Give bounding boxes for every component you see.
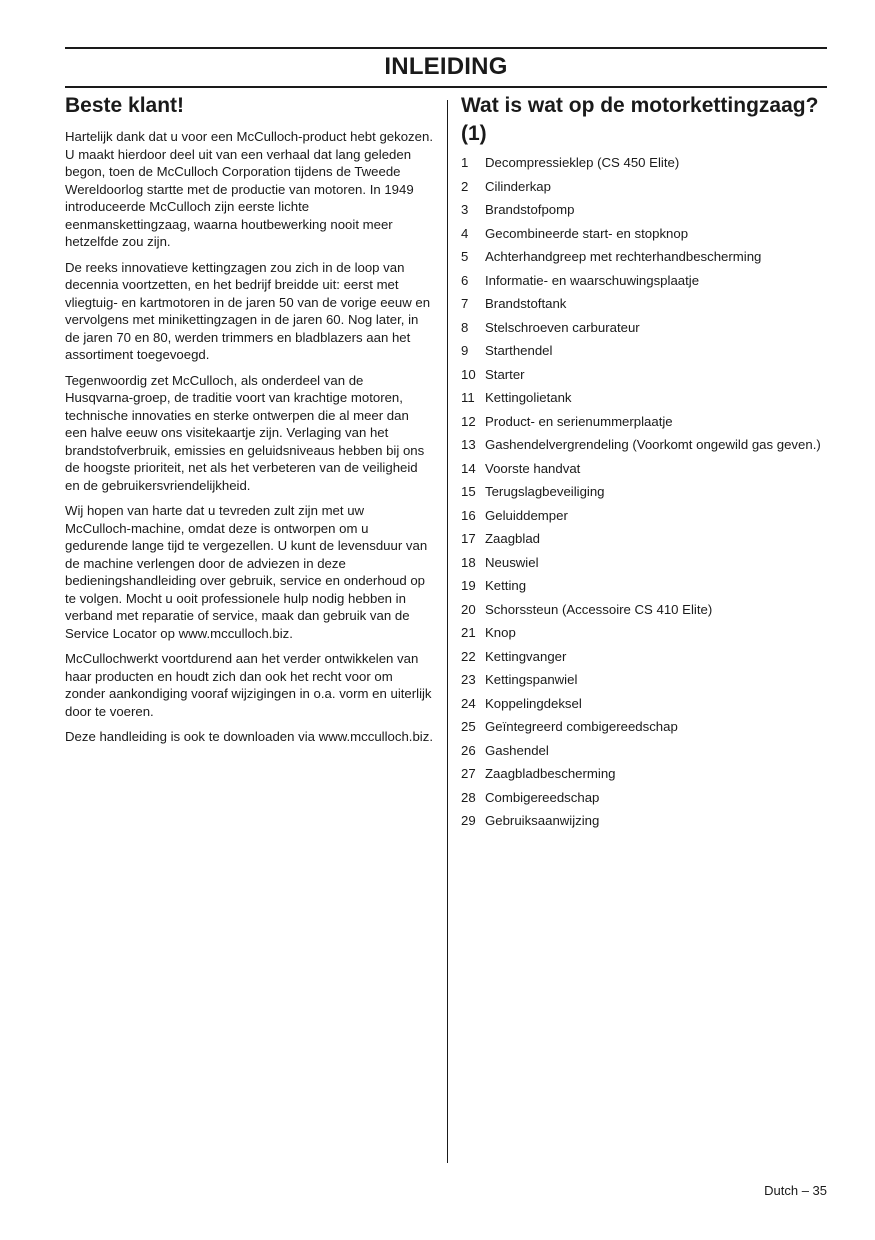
item-text: Brandstofpomp — [485, 202, 575, 217]
item-number: 2 — [461, 178, 469, 194]
item-text: Neuswiel — [485, 554, 539, 570]
item-number: 10 — [461, 366, 476, 382]
item-text: Kettingolietank — [485, 390, 572, 405]
item-text: Ketting — [485, 578, 527, 593]
item-text: Gashendel — [485, 742, 549, 758]
right-column — [461, 92, 827, 836]
item-text: Koppelingdeksel — [485, 695, 582, 711]
list-item — [461, 248, 827, 266]
item-text: Geïntegreerd combigereedschap — [485, 719, 678, 734]
page-number: Dutch – 35 — [764, 1183, 827, 1198]
list-item — [461, 225, 827, 243]
list-item — [461, 413, 827, 431]
paragraph: Hartelijk dank dat u voor een McCulloch-product hebt gekozen. U maakt hierdoor deel uit van een verhaal dat lang geleden begon, toen de McCulloch Corporation tijdens de Tweede Wereldoorlog startte met de productie van motoren. In 1949 introduceerde McCulloch zijn eerste lichte eenmanskettingzaag, waarna houtbewerking nooit meer hetzelfde zou zijn. — [65, 129, 433, 249]
list-item — [461, 154, 827, 172]
item-text: Voorste handvat — [485, 460, 581, 476]
item-text: Cilinderkap — [485, 178, 551, 194]
item-number: 7 — [461, 296, 469, 311]
item-number: 23 — [461, 672, 476, 687]
list-item — [461, 201, 827, 219]
item-text: Decompressieklep (CS 450 Elite) — [485, 155, 680, 170]
item-number: 15 — [461, 484, 476, 499]
item-text: Starthendel — [485, 343, 553, 358]
item-number: 14 — [461, 460, 476, 476]
item-number: 17 — [461, 531, 476, 546]
list-item — [461, 601, 827, 619]
section-title-wat-is-wat: Wat is wat op de motorkettingzaag? (1) — [461, 94, 819, 145]
page-title: INLEIDING — [384, 53, 508, 80]
item-number: 13 — [461, 437, 476, 452]
item-number: 29 — [461, 813, 476, 828]
item-text: Product- en serienummerplaatje — [485, 413, 673, 429]
column-divider — [447, 100, 448, 1163]
header-rule-top — [65, 47, 827, 49]
list-item — [461, 765, 827, 783]
item-text: Informatie- en waarschuwingsplaatje — [485, 272, 700, 288]
list-item — [461, 178, 827, 196]
item-text: Terugslagbeveiliging — [485, 484, 605, 499]
paragraph: Tegenwoordig zet McCulloch, als onderdeel van de Husqvarna-groep, de traditie voort van krachtige motoren, technische innovaties en sterke ontwerpen die al meer dan een halve eeuw ons visitekaartje zijn. Verlaging van het brandstofverbruik, emissies en geluidsniveaus hebben bij ons de hoogste prioriteit, net als het verbeteren van de veiligheid en de gebruikersvriendelijkheid. — [65, 372, 425, 493]
list-item — [461, 389, 827, 407]
left-column — [65, 92, 433, 754]
item-text: Stelschroeven carburateur — [485, 319, 640, 335]
item-number: 6 — [461, 272, 469, 288]
item-number: 21 — [461, 625, 476, 640]
list-item — [461, 742, 827, 760]
item-number: 19 — [461, 578, 476, 593]
item-number: 24 — [461, 695, 476, 711]
item-number: 27 — [461, 766, 476, 781]
item-text: Schorssteun (Accessoire CS 410 Elite) — [485, 601, 713, 617]
list-item — [461, 718, 827, 736]
item-number: 28 — [461, 789, 476, 805]
item-number: 12 — [461, 413, 476, 429]
list-item — [461, 342, 827, 360]
item-text: Zaagblad — [485, 531, 540, 546]
item-text: Zaagbladbescherming — [485, 766, 616, 781]
item-number: 18 — [461, 554, 476, 570]
item-text: Gashendelvergrendeling (Voorkomt ongewild gas geven.) — [485, 437, 821, 452]
parts-list — [461, 154, 827, 830]
section-title-beste-klant: Beste klant! — [65, 94, 185, 117]
paragraph: Wij hopen van harte dat u tevreden zult zijn met uw McCulloch-machine, omdat deze is ontworpen om u gedurende lange tijd te vergezellen. U kunt de levensduur van de machine verlengen door de adviezen in deze bedieningshandleiding over gebruik, service en onderhoud op te volgen. Mocht u ooit professionele hulp nodig hebben in verband met reparatie of service, maak dan gebruik van de Service Locator op www.mcculloch.biz. — [65, 503, 428, 641]
item-number: 20 — [461, 601, 476, 617]
item-number: 22 — [461, 648, 476, 664]
item-text: Combigereedschap — [485, 789, 600, 805]
item-number: 5 — [461, 249, 469, 264]
list-item — [461, 789, 827, 807]
item-text: Geluiddemper — [485, 507, 568, 523]
list-item — [461, 812, 827, 830]
item-text: Knop — [485, 625, 516, 640]
item-number: 3 — [461, 202, 469, 217]
item-number: 16 — [461, 507, 476, 523]
item-number: 4 — [461, 225, 469, 241]
item-text: Gecombineerde start- en stopknop — [485, 225, 689, 241]
item-text: Achterhandgreep met rechterhandbescherming — [485, 249, 762, 264]
paragraph: Deze handleiding is ook te downloaden via www.mcculloch.biz. — [65, 729, 433, 744]
list-item — [461, 483, 827, 501]
item-number: 25 — [461, 719, 476, 734]
item-text: Brandstoftank — [485, 296, 567, 311]
list-item — [461, 624, 827, 642]
list-item — [461, 671, 827, 689]
list-item — [461, 695, 827, 713]
item-number: 26 — [461, 742, 476, 758]
list-item — [461, 366, 827, 384]
list-item — [461, 319, 827, 337]
list-item — [461, 460, 827, 478]
item-number: 1 — [461, 155, 469, 170]
item-text: Kettingspanwiel — [485, 672, 578, 687]
item-number: 11 — [461, 390, 475, 405]
paragraph: De reeks innovatieve kettingzagen zou zich in de loop van decennia voortzetten, en het bedrijf breidde uit: eerst met vliegtuig- en kartmotoren in de jaren 50 van de vorige eeuw en vervolgens met minikettingzagen in de jaren 60. Nog later, in de jaren 70 en 80, werden trimmers en bladblazers aan het assortiment toegevoegd. — [65, 259, 431, 362]
paragraph: McCullochwerkt voortdurend aan het verder ontwikkelen van haar producten en houdt zich dan ook het recht voor om zonder aankondiging vooraf wijzigingen in o.a. vorm en uiterlijk door te voeren. — [65, 651, 432, 719]
list-item — [461, 436, 827, 454]
item-text: Kettingvanger — [485, 648, 567, 664]
list-item — [461, 554, 827, 572]
list-item — [461, 507, 827, 525]
list-item — [461, 295, 827, 313]
item-number: 9 — [461, 343, 469, 358]
list-item — [461, 272, 827, 290]
item-text: Gebruiksaanwijzing — [485, 813, 600, 828]
list-item — [461, 648, 827, 666]
item-text: Starter — [485, 366, 525, 382]
list-item — [461, 530, 827, 548]
item-number: 8 — [461, 319, 469, 335]
list-item — [461, 577, 827, 595]
header-rule-bottom — [65, 86, 827, 88]
